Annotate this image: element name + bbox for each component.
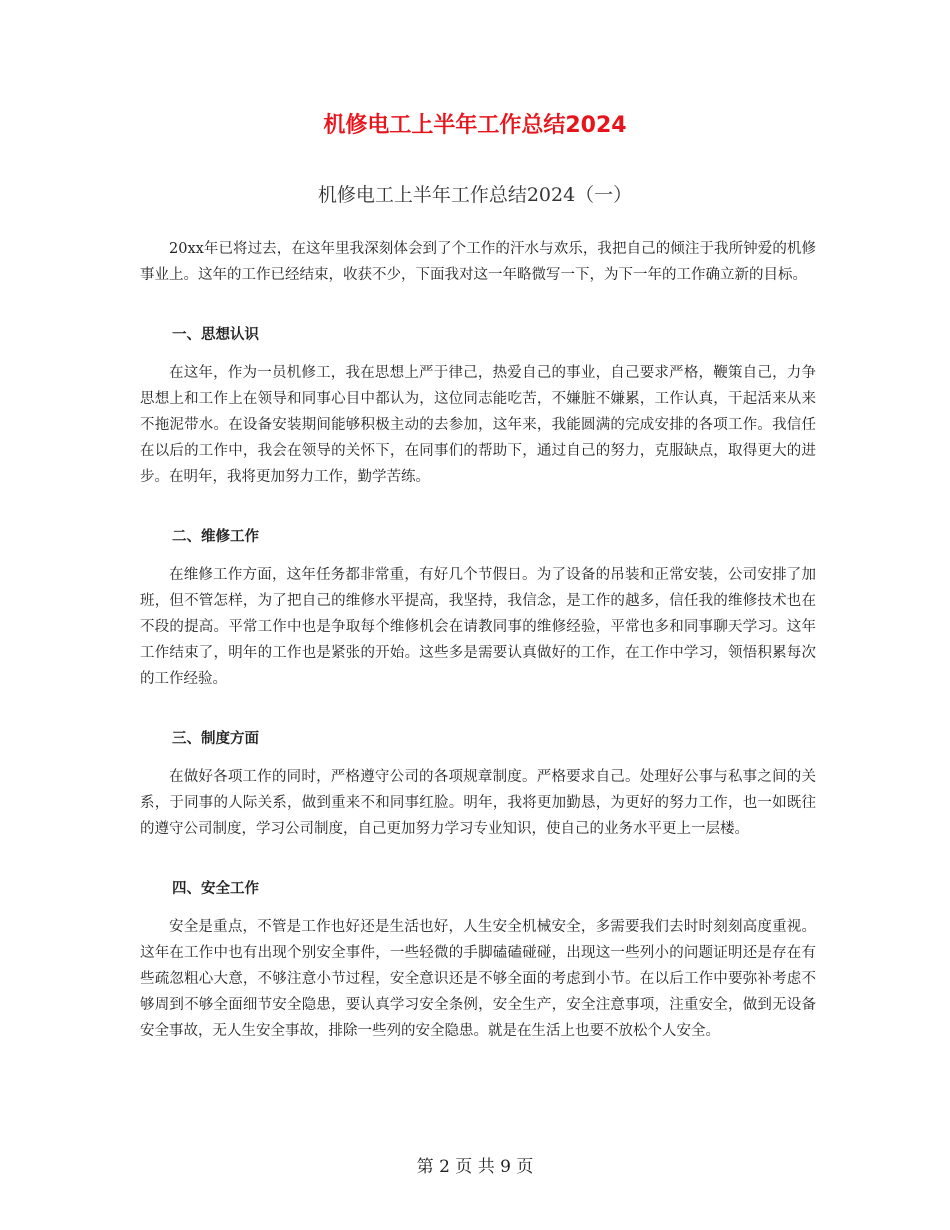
section-heading: 三、制度方面 [172, 731, 259, 747]
document-body [140, 236, 816, 1044]
intro-paragraph: 20xx年已将过去，在这年里我深刻体会到了个工作的汗水与欢乐，我把自己的倾注于我所钟爱的机修事业上。这年的工作已经结束，收获不少，下面我对这一年略微写一下，为下一年的工作确立新的目标。 [140, 241, 816, 283]
section-heading: 二、维修工作 [172, 529, 259, 545]
document-subtitle: 机修电工上半年工作总结2024（一） [317, 184, 633, 206]
section-heading: 四、安全工作 [172, 881, 259, 897]
section-heading: 一、思想认识 [172, 327, 259, 343]
page-footer: 第 2 页 共 9 页 [416, 1157, 534, 1177]
section-paragraph: 在这年，作为一员机修工，我在思想上严于律己，热爱自己的事业，自己要求严格，鞭策自己，力争思想上和工作上在领导和同事心目中都认为，这位同志能吃苦，不嫌脏不嫌累，工作认真，干起活来从来不拖泥带水。在设备安装期间能够积极主动的去参加，这年来，我能圆满的完成安排的各项工作。我信任在以后的工作中，我会在领导的关怀下，在同事们的帮助下，通过自己的努力，克服缺点，取得更大的进步。在明年，我将更加努力工作，勤学苦练。 [140, 365, 816, 485]
section-paragraph: 在维修工作方面，这年任务都非常重，有好几个节假日。为了设备的吊装和正常安装，公司安排了加班，但不管怎样，为了把自己的维修水平提高，我坚持，我信念，是工作的越多，信任我的维修技术也在不段的提高。平常工作中也是争取每个维修机会在请教同事的维修经验，平常也多和同事聊天学习。这年工作结束了，明年的工作也是紧张的开始。这些多是需要认真做好的工作，在工作中学习，领悟积累每次的工作经验。 [140, 567, 816, 687]
section-paragraph: 在做好各项工作的同时，严格遵守公司的各项规章制度。严格要求自己。处理好公事与私事之间的关系，于同事的人际关系，做到重来不和同事红脸。明年，我将更加勤恳，为更好的努力工作，也一如既往的遵守公司制度，学习公司制度，自己更加努力学习专业知识，使自己的业务水平更上一层楼。 [140, 769, 816, 837]
section-paragraph: 安全是重点，不管是工作也好还是生活也好，人生安全机械安全，多需要我们去时时刻刻高度重视。这年在工作中也有出现个别安全事件，一些轻微的手脚磕磕碰碰，出现这一些列小的问题证明还是存在有些疏忽粗心大意，不够注意小节过程，安全意识还是不够全面的考虑到小节。在以后工作中要弥补考虑不够周到不够全面细节安全隐患，要认真学习安全条例，安全生产，安全注意事项，注重安全，做到无设备安全事故，无人生安全事故，排除一些列的安全隐患。就是在生活上也要不放松个人安全。 [140, 919, 816, 1039]
document-title: 机修电工上半年工作总结2024 [323, 113, 627, 138]
